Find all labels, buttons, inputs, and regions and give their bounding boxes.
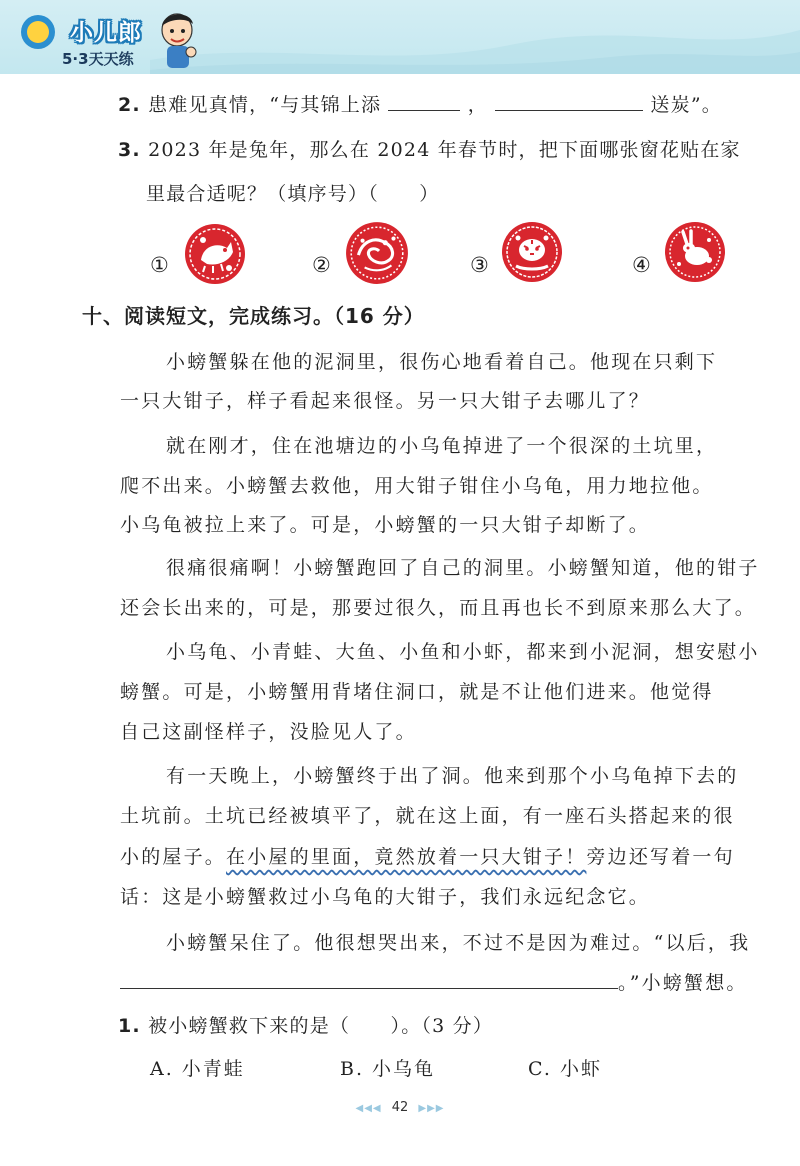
subquestion-1: [118, 1014, 493, 1038]
passage-line-15: 小螃蟹呆住了。他很想哭出来，不过不是因为难过。“以后，我: [166, 932, 751, 954]
answer-blank-2[interactable]: [495, 92, 643, 111]
dog-papercut-icon: [183, 222, 247, 286]
question-3-line-1: [118, 138, 741, 162]
passage-line-9: 螃蟹。可是，小螃蟹用背堵住洞口，就是不让他们进来。他觉得: [120, 681, 714, 703]
passage-line-13-end: 旁边还写着一句: [586, 846, 735, 868]
passage-line-14: 话：这是小螃蟹救过小乌龟的大钳子，我们永远纪念它。: [120, 886, 651, 908]
tiger-papercut-icon: [500, 220, 564, 284]
logo-subtitle: 5·3天天练: [62, 50, 134, 68]
header-band: [0, 0, 800, 74]
passage-line-13: [120, 842, 735, 869]
passage-line-5: 小乌龟被拉上来了。可是，小螃蟹的一只大钳子却断了。: [120, 514, 651, 536]
answer-blank-1[interactable]: [388, 92, 460, 111]
passage-line-6: 很痛很痛啊！小螃蟹跑回了自己的洞里。小螃蟹知道，他的钳子: [166, 557, 760, 579]
option-c[interactable]: C. 小虾: [528, 1058, 602, 1080]
passage-line-12: 土坑前。土坑已经被填平了，就在这上面，有一座石头搭起来的很: [120, 805, 735, 827]
question-3-text-1: 2023 年是兔年，那么在 2024 年春节时，把下面哪张窗花贴在家: [148, 139, 741, 161]
passage-line-11: 有一天晚上，小螃蟹终于出了洞。他来到那个小乌龟掉下去的: [166, 765, 739, 787]
subquestion-1-number: 1.: [118, 1015, 141, 1037]
question-2-text-a: 患难见真情，“与其锦上添: [148, 94, 382, 116]
option-label-1: ①: [150, 253, 169, 277]
subquestion-1-text: 被小螃蟹救下来的是（ ）。（3 分）: [148, 1015, 494, 1037]
left-arrows-icon: ◀◀◀: [355, 1103, 382, 1114]
logo-badge-icon: [18, 12, 58, 52]
header-wave-decoration: [150, 0, 800, 74]
passage-line-4: 爬不出来。小螃蟹去救他，用大钳子钳住小乌龟，用力地拉他。: [120, 475, 714, 497]
passage-line-7: 还会长出来的，可是，那要过很久，而且再也长不到原来那么大了。: [120, 597, 757, 619]
question-3-number: 3.: [118, 139, 141, 161]
right-arrows-icon: ▶▶▶: [418, 1103, 445, 1114]
question-2-text-c: 送炭”。: [650, 94, 722, 116]
brand-logo: [12, 6, 202, 70]
question-2-text-b: ，: [467, 94, 488, 116]
passage-line-2: 一只大钳子，样子看起来很怪。另一只大钳子去哪儿了？: [120, 390, 651, 412]
question-2: [118, 92, 722, 117]
logo-title: 小儿郎: [70, 20, 142, 46]
passage-line-8: 小乌龟、小青蛙、大鱼、小鱼和小虾，都来到小泥洞，想安慰小: [166, 641, 760, 663]
section-title: 十、阅读短文，完成练习。（16 分）: [82, 304, 425, 328]
option-a[interactable]: A. 小青蛙: [150, 1058, 245, 1080]
passage-line-1: 小螃蟹躲在他的泥洞里，很伤心地看着自己。他现在只剩下: [166, 351, 718, 373]
question-3-line-2: 里最合适呢？（填序号）（ ）: [146, 183, 440, 205]
answer-blank-3[interactable]: [120, 968, 618, 989]
cartoon-boy-icon: [155, 8, 199, 70]
highlighted-sentence: 在小屋的里面，竟然放着一只大钳子！: [226, 846, 587, 868]
page-number: 42: [391, 1100, 409, 1115]
passage-line-13-start: 小的屋子。: [120, 846, 227, 868]
option-b[interactable]: B. 小乌龟: [340, 1058, 436, 1080]
dragon-papercut-icon: [344, 220, 410, 286]
rabbit-papercut-icon: [663, 220, 727, 284]
passage-line-3: 就在刚才，住在池塘边的小乌龟掉进了一个很深的土坑里，: [166, 435, 718, 457]
passage-line-16: [120, 968, 748, 995]
option-label-4: ④: [632, 253, 651, 277]
page-footer: [340, 1100, 460, 1115]
question-2-number: 2.: [118, 94, 141, 116]
option-label-2: ②: [312, 253, 331, 277]
passage-line-16-end: 。”小螃蟹想。: [618, 972, 748, 994]
passage-line-10: 自己这副怪样子，没脸见人了。: [120, 721, 417, 743]
option-label-3: ③: [470, 253, 489, 277]
